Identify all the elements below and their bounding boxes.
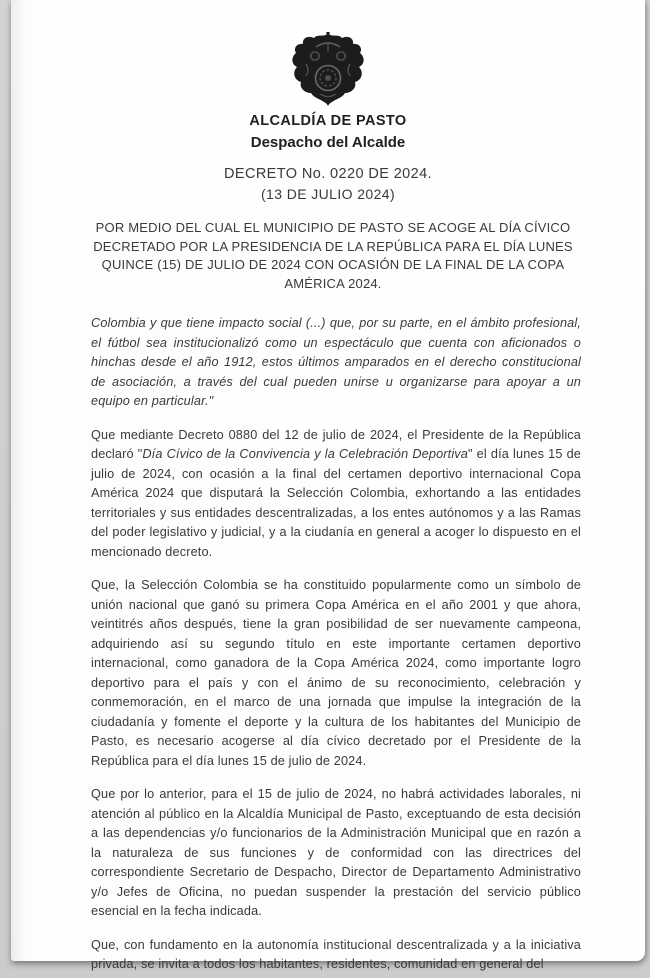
decree-number: DECRETO No. 0220 DE 2024.	[224, 166, 432, 182]
paragraph-considerando-seleccion-colombia	[91, 576, 581, 771]
decree-body	[91, 314, 581, 975]
text-run: " el día lunes 15 de julio de 2024, con ocasión a la final del certamen deportivo internacional Copa América 2024 que disputará la Selección Colombia, exhortando a las entidades territoriales y sus entidades descentralizadas, a los entes autónomos y a las Ramas del poder legislativo y judicial, y a la ciudanía en general a acoger lo dispuesto en el mencionado decreto.	[91, 447, 581, 559]
italic-text-run: Día Cívico de la Convivencia y la Celebración Deportiva	[142, 447, 468, 461]
decree-title: POR MEDIO DEL CUAL EL MUNICIPIO DE PASTO SE ACOGE AL DÍA CÍVICO DECRETADO POR LA PRESIDENCIA DE LA REPÚBLICA PARA EL DÍA LUNES QUINCE (15) DE JULIO DE 2024 CON OCASIÓN DE LA FINAL DE LA COPA AMÉRICA 2024.	[93, 220, 573, 291]
paragraph-considerando-decreto-0880	[91, 426, 581, 563]
office-name: Despacho del Alcalde	[250, 134, 406, 151]
document-header	[11, 32, 645, 202]
paragraph-considerando-invitacion	[91, 936, 581, 975]
italic-text-run: Colombia y que tiene impacto social (...) que, por su parte, en el ámbito profesional, el fútbol sea institucionalizó como un espectáculo que cuenta con aficionados o hinchas desde el año 1912, estos últimos amparados en el derecho constitucional de asociación, a través del cual pueden unirse u organizarse para apoyar a un equipo en particular."	[91, 316, 581, 408]
paragraph-quote-excerpt	[91, 314, 581, 412]
pasto-coat-of-arms-icon	[292, 32, 364, 106]
decree-date: (13 DE JULIO 2024)	[260, 186, 396, 202]
text-run: Que, con fundamento en la autonomía institucional descentralizada y a la iniciativa privada, se invita a todos los habitantes, residentes, comunidad en general del	[91, 937, 581, 971]
text-run: Que por lo anterior, para el 15 de julio de 2024, no habrá actividades laborales, ni atención al público en la Alcaldía Municipal de Pasto, exceptuando de esta decisión a las dependencias y/o funcionarios de la Administración Municipal que en razón a la naturaleza de sus funciones y de conformidad con las directrices del correspondiente Secretario de Despacho, Director de Departamento Administrativo y/o Jefes de Oficina, no puedan suspender la prestación del servicio público esencial en la fecha indicada.	[91, 787, 581, 918]
decree-page	[11, 0, 645, 971]
text-run: Que mediante Decreto 0880 del 12 de julio de 2024, el Presidente de la República declaró "	[91, 427, 581, 461]
institution-name: ALCALDÍA DE PASTO	[249, 113, 407, 129]
text-run: Que, la Selección Colombia se ha constituido popularmente como un símbolo de unión nacional que ganó su primera Copa América en el año 2001 y que ahora, veintitrés años después, tiene la gran posibilidad de ser nuevamente campeona, adquiriendo así su segundo título en este importante certamen deportivo internacional, como ganadora de la Copa América 2024, como importante logro deportivo para el país y con el ánimo de su reconocimiento, celebración y conmemoración, en el marco de una jornada que impulse la integración de la ciudadanía y fomente el deporte y la cultura de los habitantes del Municipio de Pasto, es necesario acogerse al día cívico decretado por el Presidente de la República para el día lunes 15 de julio de 2024.	[91, 578, 581, 768]
paragraph-considerando-suspension-actividades	[91, 785, 581, 922]
